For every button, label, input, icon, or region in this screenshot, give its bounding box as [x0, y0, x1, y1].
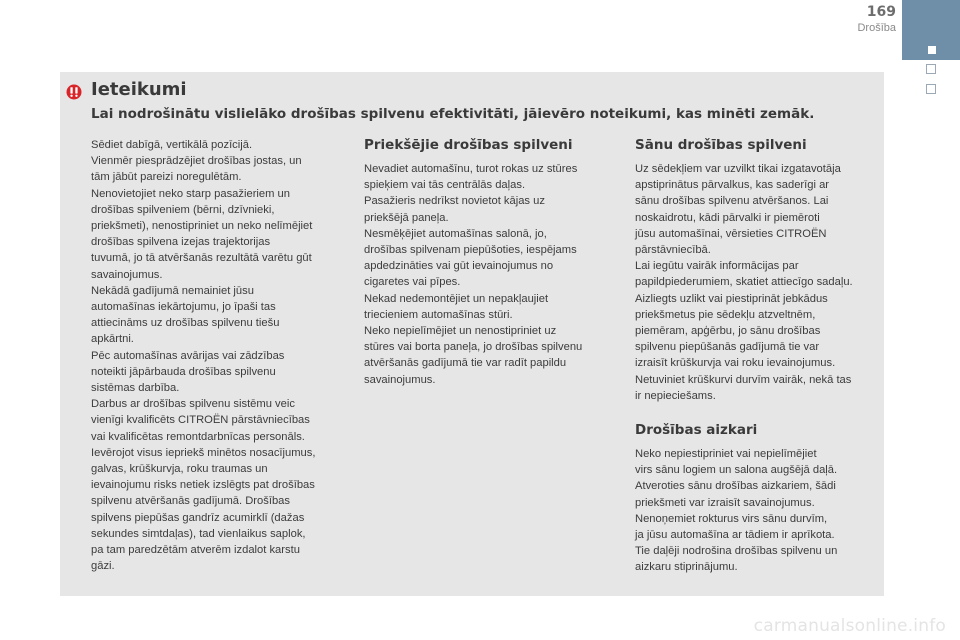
text-line: priekšmetus pie sēdekļu atzveltnēm, [635, 308, 816, 321]
watermark: carmanualsonline.info [753, 616, 946, 636]
text-line: drošības spilvenam piepūšoties, iespējams [364, 244, 577, 257]
text-line: Nekad nedemontējiet un nepakļaujiet [364, 292, 549, 305]
left-column [91, 137, 351, 574]
text-line: Neko nepielīmējiet un nenostipriniet uz [364, 325, 557, 338]
text-line: spilvenu atvēršanās gadījumā. Drošības [91, 495, 290, 508]
text-line: noskaidrotu, kādi pārvalki ir piemēroti [635, 211, 820, 224]
text-line: Ievērojot visus iepriekš minētos nosacījumus, [91, 446, 316, 459]
text-line: spilvenu piepūšanās gadījumā tie var [635, 341, 820, 354]
text-line: Atveroties sānu drošības aizkariem, šādi [635, 480, 836, 493]
text-line: Pēc automašīnas avārijas vai zādzības [91, 349, 285, 362]
text-line: apdedzināties vai gūt ievainojumus no [364, 260, 554, 273]
page-number: 169 [866, 4, 896, 20]
body-text [635, 446, 880, 576]
text-line: Darbus ar drošības spilvenu sistēmu veic [91, 398, 295, 411]
text-line: spilvens piepūšas gandrīz acumirklī (dažas [91, 511, 305, 524]
text-line: priekšējā paneļa. [364, 211, 449, 224]
body-text [364, 161, 622, 388]
text-line: Vienmēr piesprādzējiet drošības jostas, un [91, 155, 302, 168]
text-line: Sēdiet dabīgā, vertikālā pozīcijā. [91, 139, 253, 151]
text-line: papildpiederumiem, skatiet attiecīgo sadaļu. [635, 276, 853, 289]
text-line: spieķiem vai tās centrālās daļas. [364, 179, 526, 192]
text-line: automašīnas iekārtojumu, jo īpaši tas [91, 301, 276, 314]
text-line: Pasažieris nedrīkst novietot kājas uz [364, 195, 545, 208]
right-column [635, 137, 880, 576]
text-line: atvēršanās gadījumā tie var radīt papildu [364, 357, 567, 370]
text-line: Nenoņemiet rokturus virs sānu durvīm, [635, 512, 828, 525]
text-line: drošības spilvena izejas trajektorijas [91, 236, 271, 249]
text-line: jūsu automašīnai, vērsieties CITROËN [635, 227, 827, 240]
text-line: gāzi. [91, 560, 115, 573]
chapter-tab-outline [926, 84, 936, 94]
body-text [635, 161, 880, 404]
chapter-tab [902, 0, 960, 60]
text-line: Nesmēķējiet automašīnas salonā, jo, [364, 227, 547, 240]
text-line: apkārtni. [91, 333, 134, 346]
text-line: priekšmeti), nenostipriniet un neko nelīmējiet [91, 220, 313, 233]
text-line: ir nepieciešams. [635, 389, 716, 402]
text-line: sānu drošības spilvenu atvēršanos. Lai [635, 195, 829, 208]
text-line: triecieniem automašīnas stūri. [364, 308, 513, 321]
text-line: Tie daļēji nodrošina drošības spilvenu un [635, 545, 838, 558]
text-line: apstiprinātus pārvalkus, kas saderīgi ar [635, 179, 830, 192]
tab-dot [928, 46, 936, 54]
text-line: Nenovietojiet neko starp pasažieriem un [91, 187, 290, 200]
text-line: Netuviniet krūškurvi durvīm vairāk, nekā tas [635, 373, 852, 386]
text-line: savainojumus. [364, 373, 436, 386]
curtain-airbags-heading: Drošības aizkari [635, 422, 758, 439]
text-line: cigaretes vai pīpes. [364, 276, 461, 289]
text-line: savainojumus. [91, 268, 163, 281]
text-line: izraisīt krūškurvja vai roku ievainojumus. [635, 357, 836, 370]
text-line: pa tam paredzētām atverēm izdalot karstu [91, 544, 300, 557]
text-line: ja jūsu automašīna ar tādiem ir aprīkota. [635, 529, 835, 542]
text-line: galvas, krūškurvja, roku traumas un [91, 463, 268, 476]
panel-subtitle: Lai nodrošinātu vislielāko drošības spilvenu efektivitāti, jāievēro noteikumi, kas minēti zemāk. [91, 106, 815, 122]
chapter-tab-outline [926, 64, 936, 74]
text-line: piemēram, apģērbu, jo sānu drošības [635, 325, 821, 338]
text-line: Aizliegts uzlikt vai piestiprināt jebkādus [635, 292, 828, 305]
text-line: Lai iegūtu vairāk informācijas par [635, 260, 799, 273]
text-line: sistēmas darbība. [91, 382, 180, 395]
text-line: pārstāvniecībā. [635, 244, 711, 257]
side-airbags-heading: Sānu drošības spilveni [635, 137, 807, 153]
text-line: Neko nepiestipriniet vai nepielīmējiet [635, 448, 817, 461]
front-airbags-heading: Priekšējie drošības spilveni [364, 137, 573, 153]
text-line: attiecināms uz drošības spilvenu tiešu [91, 317, 280, 330]
middle-column [364, 137, 622, 388]
text-line: stūres vai borta paneļa, jo drošības spilvenu [364, 341, 583, 354]
text-line: aizkaru stiprinājumu. [635, 561, 738, 574]
text-line: vai kvalificētas remontdarbnīcas personāls. [91, 430, 305, 443]
text-line: drošības spilveniem (bērni, dzīvnieki, [91, 203, 275, 216]
text-line: Uz sēdekļiem var uzvilkt tikai izgatavotāja [635, 163, 841, 175]
text-line: vienīgi kvalificēts CITROËN pārstāvniecības [91, 414, 310, 427]
warning-icon [66, 84, 82, 100]
text-line: Nevadiet automašīnu, turot rokas uz stūres [364, 163, 578, 175]
text-line: noteikti jāpārbauda drošības spilvenu [91, 365, 276, 378]
text-line: virs sānu logiem un salona augšējā daļā. [635, 464, 838, 477]
text-line: Nekādā gadījumā nemainiet jūsu [91, 284, 254, 297]
panel-title: Ieteikumi [91, 79, 187, 100]
body-text [91, 137, 351, 574]
text-line: tām jābūt pareizi noregulētām. [91, 171, 242, 184]
text-line: sekundes simtdaļas), tad vienlaikus saplok, [91, 527, 306, 540]
text-line: tuvumā, jo tā atvēršanās rezultātā varētu gūt [91, 252, 312, 265]
text-line: priekšmeti var izraisīt savainojumus. [635, 496, 815, 509]
section-name: Drošība [857, 22, 896, 34]
text-line: ievainojumu risks netiek izslēgts pat drošības [91, 479, 315, 492]
